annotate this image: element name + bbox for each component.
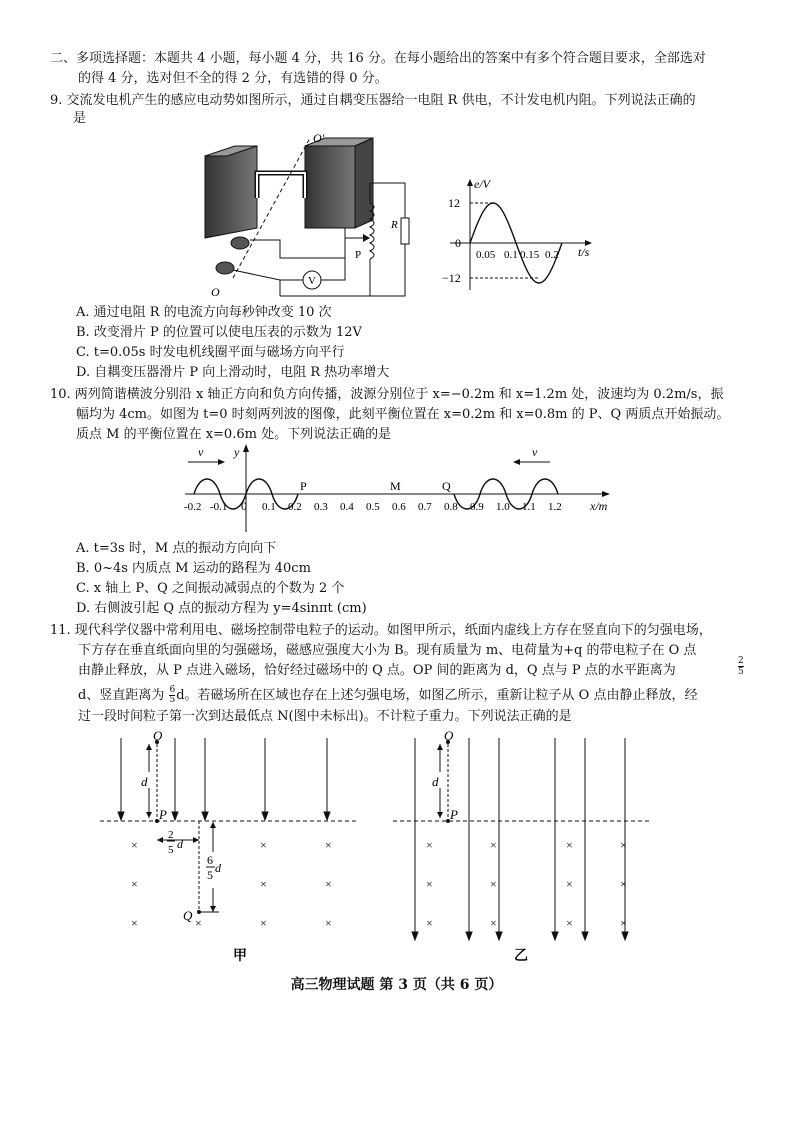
q10-wave-graph (180, 444, 620, 534)
wave-point-p: P (300, 479, 307, 493)
q10-stem-cont2: 质点 M 的平衡位置在 x=0.6m 处。下列说法正确的是 (76, 427, 392, 442)
emf-xtick-4: 0.2 (545, 249, 559, 261)
q9-option-a[interactable]: A. 通过电阻 R 的电流方向每秒钟改变 10 次 (76, 305, 332, 320)
q11-stem-cont4: 过一段时间粒子第一次到达最低点 N(图中未标出)。不计粒子重力。下列说法正确的是 (78, 709, 572, 724)
emf-xtick-3: 0.15 (520, 249, 540, 261)
q11-stem-cont3: d、竖直距离为 $\frac{6}{5}$ d。若磁场所在区域也存在上述匀强电场，如图乙所示，重新让粒子从 O 点由静止释放，经 (78, 685, 698, 705)
yi-distance-d: d (432, 774, 439, 789)
jia-vdist-num: 6 (207, 853, 213, 867)
page-footer: 高三物理试题 第 3 页（共 6 页） (290, 977, 503, 993)
yi-field-cross: × (426, 838, 433, 852)
wave-xtick-11: 1.1 (522, 501, 536, 513)
svg-text:×: × (260, 916, 267, 930)
jia-field-cross: × (131, 838, 138, 852)
jia-hdist-den: 5 (168, 844, 174, 856)
emf-ytick-zero: 0 (455, 236, 461, 250)
section-instructions: 的得 4 分，选对但不全的得 2 分，有选错的得 0 分。 (78, 71, 388, 86)
svg-text:×: × (131, 877, 138, 891)
q11-stem-cont2: 由静止释放，从 P 点进入磁场，恰好经过磁场中的 Q 点。OP 间的距离为 d，Q 点与 P 点的水平距离为 (78, 663, 676, 678)
q10-stem: 10. 两列简谐横波分别沿 x 轴正方向和负方向传播，波源分别位于 x=−0.2m 和 x=1.2m 处，波速均为 0.2m/s，振 (50, 387, 724, 402)
axis-o-prime-label: O' (313, 131, 325, 145)
wave-xtick-05: 0.5 (366, 501, 380, 513)
svg-text:×: × (426, 877, 433, 891)
wave-velocity-left: v (198, 445, 204, 459)
q9-stem: 9. 交流发电机产生的感应电动势如图所示，通过自耦变压器给一电阻 R 供电，不计发电机内阻。下列说法正确的 (50, 93, 696, 108)
wave-xtick-07: 0.7 (418, 501, 432, 513)
wave-xtick-06: 0.6 (392, 501, 406, 513)
wave-xtick-04: 0.4 (340, 501, 354, 513)
jia-point-o: O (153, 728, 163, 743)
yi-caption: 乙 (514, 949, 528, 964)
wave-xlabel: x/m (590, 499, 608, 513)
svg-text:×: × (620, 877, 627, 891)
jia-point-q: Q (183, 908, 193, 923)
wave-point-m: M (390, 479, 401, 493)
wave-ylabel: y (234, 445, 240, 459)
wave-xtick-01: 0.1 (262, 501, 276, 513)
slider-p-label: P (355, 249, 362, 261)
svg-text:×: × (566, 838, 573, 852)
emf-ylabel: e/V (474, 177, 490, 191)
wave-xtick-12: 1.2 (548, 501, 562, 513)
emf-ytick-min: −12 (442, 271, 461, 285)
jia-vdist-den: 5 (207, 868, 213, 882)
q10-stem-cont: 幅均为 4cm。如图为 t=0 时刻两列波的图像，此刻平衡位置在 x=0.2m 和 x=0.8m 的 P、Q 两质点开始振动。 (76, 407, 730, 422)
svg-text:×: × (325, 838, 332, 852)
svg-text:×: × (566, 916, 573, 930)
wave-origin: 0 (241, 499, 247, 513)
jia-caption: 甲 (233, 949, 247, 964)
wave-velocity-right: v (532, 445, 538, 459)
wave-xtick-03: 0.3 (314, 501, 328, 513)
q9-option-d[interactable]: D. 自耦变压器滑片 P 向上滑动时，电阻 R 热功率增大 (76, 365, 390, 380)
emf-xtick-1: 0.05 (476, 249, 496, 261)
wave-xtick-08: 0.8 (444, 501, 458, 513)
svg-text:×: × (490, 838, 497, 852)
q9-generator-figure (195, 128, 425, 303)
emf-xtick-2: 0.1 (504, 249, 518, 261)
wave-xtick-m02: -0.2 (184, 501, 202, 513)
svg-text:×: × (426, 916, 433, 930)
svg-text:×: × (620, 916, 627, 930)
resistor-label: R (391, 219, 398, 231)
q11-figure-yi (390, 730, 660, 965)
q11-fraction-2-5: 2 5 (738, 656, 744, 677)
svg-text:×: × (490, 916, 497, 930)
svg-text:×: × (490, 877, 497, 891)
svg-text:×: × (195, 916, 202, 930)
emf-xlabel: t/s (578, 245, 590, 259)
axis-o-label: O (211, 285, 220, 299)
wave-xtick-09: 0.9 (470, 501, 484, 513)
wave-point-q: Q (442, 479, 451, 493)
yi-point-p: P (450, 807, 458, 822)
q9-option-b[interactable]: B. 改变滑片 P 的位置可以使电压表的示数为 12V (76, 325, 362, 340)
q9-emf-graph (440, 178, 600, 296)
svg-text:×: × (131, 916, 138, 930)
q11-stem-cont: 下方存在垂直纸面向里的匀强磁场，磁感应强度大小为 B。现有质量为 m、电荷量为+q 的带电粒子在 O 点 (78, 643, 697, 658)
q10-option-d[interactable]: D. 右侧波引起 Q 点的振动方程为 y=4sinπt (cm) (76, 601, 367, 616)
q9-stem-cont: 是 (73, 111, 87, 126)
wave-xtick-10: 1.0 (496, 501, 510, 513)
svg-text:×: × (566, 877, 573, 891)
q10-option-c[interactable]: C. x 轴上 P、Q 之间振动减弱点的个数为 2 个 (76, 581, 345, 596)
q10-option-a[interactable]: A. t=3s 时，M 点的振动方向向下 (76, 541, 277, 556)
svg-text:×: × (325, 916, 332, 930)
wave-xtick-02: 0.2 (288, 501, 302, 513)
jia-vdist-d: d (215, 861, 221, 875)
svg-text:×: × (325, 877, 332, 891)
q10-option-b[interactable]: B. 0~4s 内质点 M 运动的路程为 40cm (76, 561, 311, 576)
wave-xtick-m01: -0.1 (210, 501, 228, 513)
q11-stem: 11. 现代科学仪器中常利用电、磁场控制带电粒子的运动。如图甲所示，纸面内虚线上方存在竖直向下的匀强电场， (50, 623, 712, 638)
emf-ytick-max: 12 (448, 196, 460, 210)
svg-text:×: × (260, 877, 267, 891)
section-title: 二、多项选择题：本题共 4 小题，每小题 4 分，共 16 分。在每小题给出的答案中有多个符合题目要求，全部选对 (50, 51, 706, 66)
svg-text:×: × (260, 838, 267, 852)
voltmeter-label: V (308, 275, 316, 287)
yi-point-o: O (444, 728, 454, 743)
jia-hdist-d: d (177, 837, 183, 851)
svg-text:×: × (620, 838, 627, 852)
q9-option-c[interactable]: C. t=0.05s 时发电机线圈平面与磁场方向平行 (76, 345, 345, 360)
jia-distance-d: d (141, 774, 148, 789)
jia-hdist-num: 2 (168, 829, 174, 841)
q11-figure-jia (95, 730, 365, 965)
jia-point-p: P (159, 807, 167, 822)
